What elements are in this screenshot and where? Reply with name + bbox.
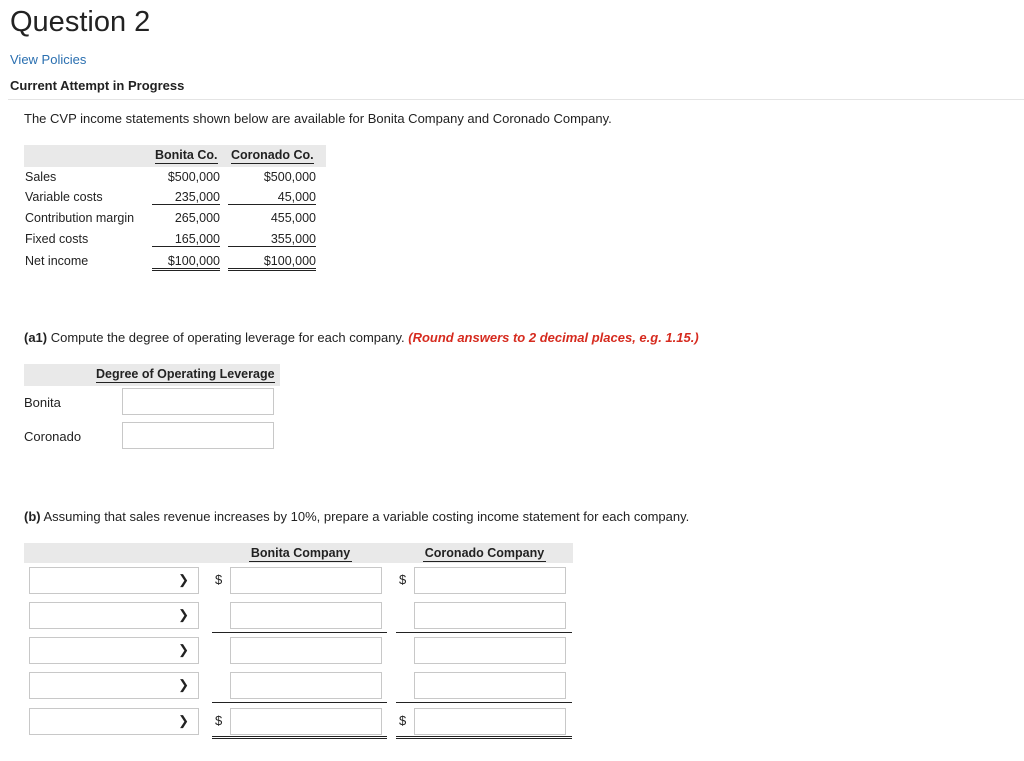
line-item-select[interactable] (29, 672, 199, 699)
chevron-down-icon: ❯ (178, 713, 189, 728)
cvp-row-label: Variable costs (25, 190, 103, 204)
question-intro: The CVP income statements shown below are available for Bonita Company and Coronado Company. (24, 111, 612, 126)
part-a1-prefix: (a1) (24, 330, 48, 345)
chevron-down-icon: ❯ (178, 677, 189, 692)
total-double-rule (212, 736, 387, 739)
subtotal-rule (212, 702, 387, 703)
chevron-down-icon: ❯ (178, 572, 189, 587)
bonita-amount-wrapper (230, 602, 382, 629)
part-b-prefix: (b) (24, 509, 41, 524)
line-item-select[interactable] (29, 637, 199, 664)
header-divider (8, 99, 1024, 100)
bonita-amount-input[interactable] (231, 568, 381, 593)
coronado-amount-wrapper (414, 637, 566, 664)
cvp-cell-coronado: $500,000 (263, 170, 316, 184)
cvp-col-coronado: Coronado Co. (231, 148, 314, 162)
subtotal-rule (396, 702, 572, 703)
part-a1-hint: (Round answers to 2 decimal places, e.g. 1.15.) (408, 330, 699, 345)
line-item-select[interactable] (29, 602, 199, 629)
coronado-amount-input[interactable] (415, 638, 565, 663)
cvp-cell-bonita: 165,000 (152, 232, 220, 247)
cvp-row-label: Sales (25, 170, 57, 184)
bonita-amount-input[interactable] (231, 673, 381, 698)
cvp-cell-coronado: 355,000 (228, 232, 316, 247)
coronado-amount-input[interactable] (415, 673, 565, 698)
coronado-amount-input[interactable] (415, 709, 565, 734)
bonita-amount-input[interactable] (231, 638, 381, 663)
subtotal-rule (212, 632, 387, 633)
bonita-amount-wrapper (230, 637, 382, 664)
chevron-down-icon: ❯ (178, 607, 189, 622)
currency-symbol: $ (399, 713, 407, 728)
dol-input-coronado[interactable] (123, 423, 273, 448)
cvp-cell-coronado: $100,000 (228, 254, 316, 271)
bonita-amount-wrapper (230, 567, 382, 594)
part-a1-text: Compute the degree of operating leverage for each company. (47, 330, 405, 345)
cvp-row-label: Contribution margin (25, 211, 135, 225)
dol-input-bonita-wrapper (122, 388, 274, 415)
dol-column-header: Degree of Operating Leverage (96, 367, 275, 381)
dol-row-label-coronado: Coronado (24, 429, 82, 444)
part-a1-question (24, 330, 699, 345)
coronado-amount-wrapper (414, 708, 566, 735)
line-item-select[interactable] (29, 708, 199, 735)
cvp-cell-bonita: 235,000 (152, 190, 220, 205)
view-policies-link[interactable]: View Policies (10, 52, 87, 67)
bonita-amount-wrapper (230, 672, 382, 699)
bonita-amount-wrapper (230, 708, 382, 735)
part-b-question (24, 509, 689, 524)
col-bonita-company: Bonita Company (250, 546, 351, 560)
dol-input-bonita[interactable] (123, 389, 273, 414)
coronado-amount-wrapper (414, 602, 566, 629)
page-title: Question 2 (10, 6, 151, 38)
cvp-cell-coronado: 455,000 (270, 211, 316, 225)
col-coronado-company: Coronado Company (424, 546, 545, 560)
cvp-cell-bonita: 265,000 (174, 211, 220, 225)
total-double-rule (396, 736, 572, 739)
cvp-cell-bonita: $500,000 (167, 170, 220, 184)
cvp-col-bonita: Bonita Co. (155, 148, 218, 162)
currency-symbol: $ (215, 713, 223, 728)
subtotal-rule (396, 632, 572, 633)
coronado-amount-input[interactable] (415, 603, 565, 628)
cvp-row-label: Fixed costs (25, 232, 89, 246)
dol-input-coronado-wrapper (122, 422, 274, 449)
bonita-amount-input[interactable] (231, 603, 381, 628)
attempt-status: Current Attempt in Progress (10, 78, 185, 93)
coronado-amount-wrapper (414, 672, 566, 699)
cvp-cell-coronado: 45,000 (228, 190, 316, 205)
cvp-cell-bonita: $100,000 (152, 254, 220, 271)
dol-row-label-bonita: Bonita (24, 395, 61, 410)
currency-symbol: $ (215, 572, 223, 587)
currency-symbol: $ (399, 572, 407, 587)
line-item-select[interactable] (29, 567, 199, 594)
coronado-amount-wrapper (414, 567, 566, 594)
coronado-amount-input[interactable] (415, 568, 565, 593)
bonita-amount-input[interactable] (231, 709, 381, 734)
part-b-text: Assuming that sales revenue increases by 10%, prepare a variable costing income statement for each company. (40, 509, 690, 524)
chevron-down-icon: ❯ (178, 642, 189, 657)
cvp-row-label: Net income (25, 254, 89, 268)
